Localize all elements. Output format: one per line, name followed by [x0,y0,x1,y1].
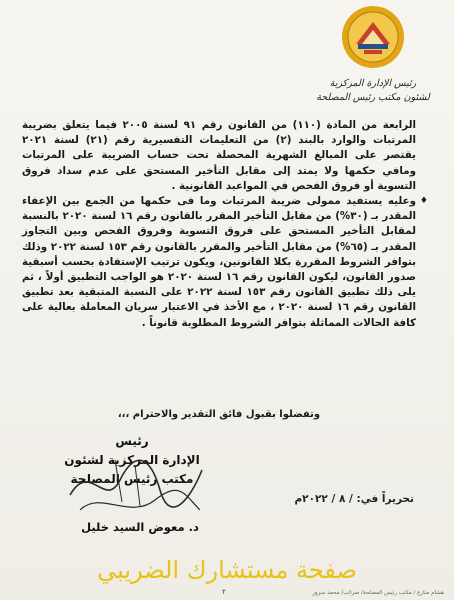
diamond-bullet-icon: ♦ [419,196,428,207]
signature-title-2: الإدارة المركزية لشئون [64,453,200,467]
header-line-2: لشئون مكتب رئيس المصلحة [316,92,430,103]
issue-date: تحريراً في: / ٨ / ٢٠٢٢م [294,493,414,505]
body-paragraph-2-text: وعليه يستفيد ممولى ضريبة المرتبات وما فى حكمها من الجمع بين الإعفاء المقدر بـ (٣٠%) من مقابل التأخير المقرر بالقانون رقم ١٦ لسنة ٢٠٢٠ بالنسبة لمقابل التأخير المستحق على فروق التسوية وفروق الفحص وبين التجاوز المقدر بـ (٦٥%) من مقابل التأخير والمقرر بالقانون رقم ١٥٣ لسنة ٢٠٢٢ وذلك بتوافر الشروط المقررة بكلا القانونين، ويكون ترتيب الإستفادة بحسب أسبقية صدور القانون، ليكون القانون رقم ١٦ لسنة ٢٠٢٠ هو الواجب التطبيق أولاً ، ثم يلى ذلك تطبيق القانون رقم ١٥٣ لسنة ٢٠٢٢ على النسبة المتبقية بعد تطبيق القانون رقم ١٦ لسنة ٢٠٢٠ ، مع الأخذ في الاعتبار سريان المعاملة بعالية على كافة الحالات المماثلة بتوافر الشروط المطلوبة قانوناً . [22,195,417,329]
signatory-name: د. معوض السيد خليل [81,520,199,534]
closing-line: وتفضلوا بقبول فائق التقدير والاحترام ،،، [117,409,321,420]
body-paragraph-1: الرابعة من المادة (١١٠) من القانون رقم ٩١ لسنة ٢٠٠٥ فيما يتعلق بضريبة المرتبات والوارد بالبند (٢) من التعليمات التفسيرية رقم (٢١) لسنة ٢٠٢١ يقتصر على المبالغ الشهرية المحصلة تحت حساب الضريبة على المرتبات ومافي حكمها ولا يمتد إلى مقابل التأخير المستحق على عدم سداد فروق التسوية أو فروق الفحص في المواعيد القانونية . [22,119,416,192]
page-number: ٢ [222,588,226,596]
page-watermark: صفحة مستشارك الضريبي [97,556,357,584]
letterhead [298,4,448,116]
signature-title-3: مكتب رئيس المصلحة [70,472,194,486]
body-paragraph-2 [22,194,428,331]
header-line-1: رئيس الإدارة المركزية [329,78,417,89]
signature-title-1: رئيس [115,434,149,448]
tax-authority-logo-icon [340,4,406,70]
handwritten-signature-icon [60,440,210,530]
footer-note: هشام منازع / مكتب رئيس المصلحة/ ضرائب/ محمد سرور [312,590,444,596]
letter-body [22,118,428,331]
